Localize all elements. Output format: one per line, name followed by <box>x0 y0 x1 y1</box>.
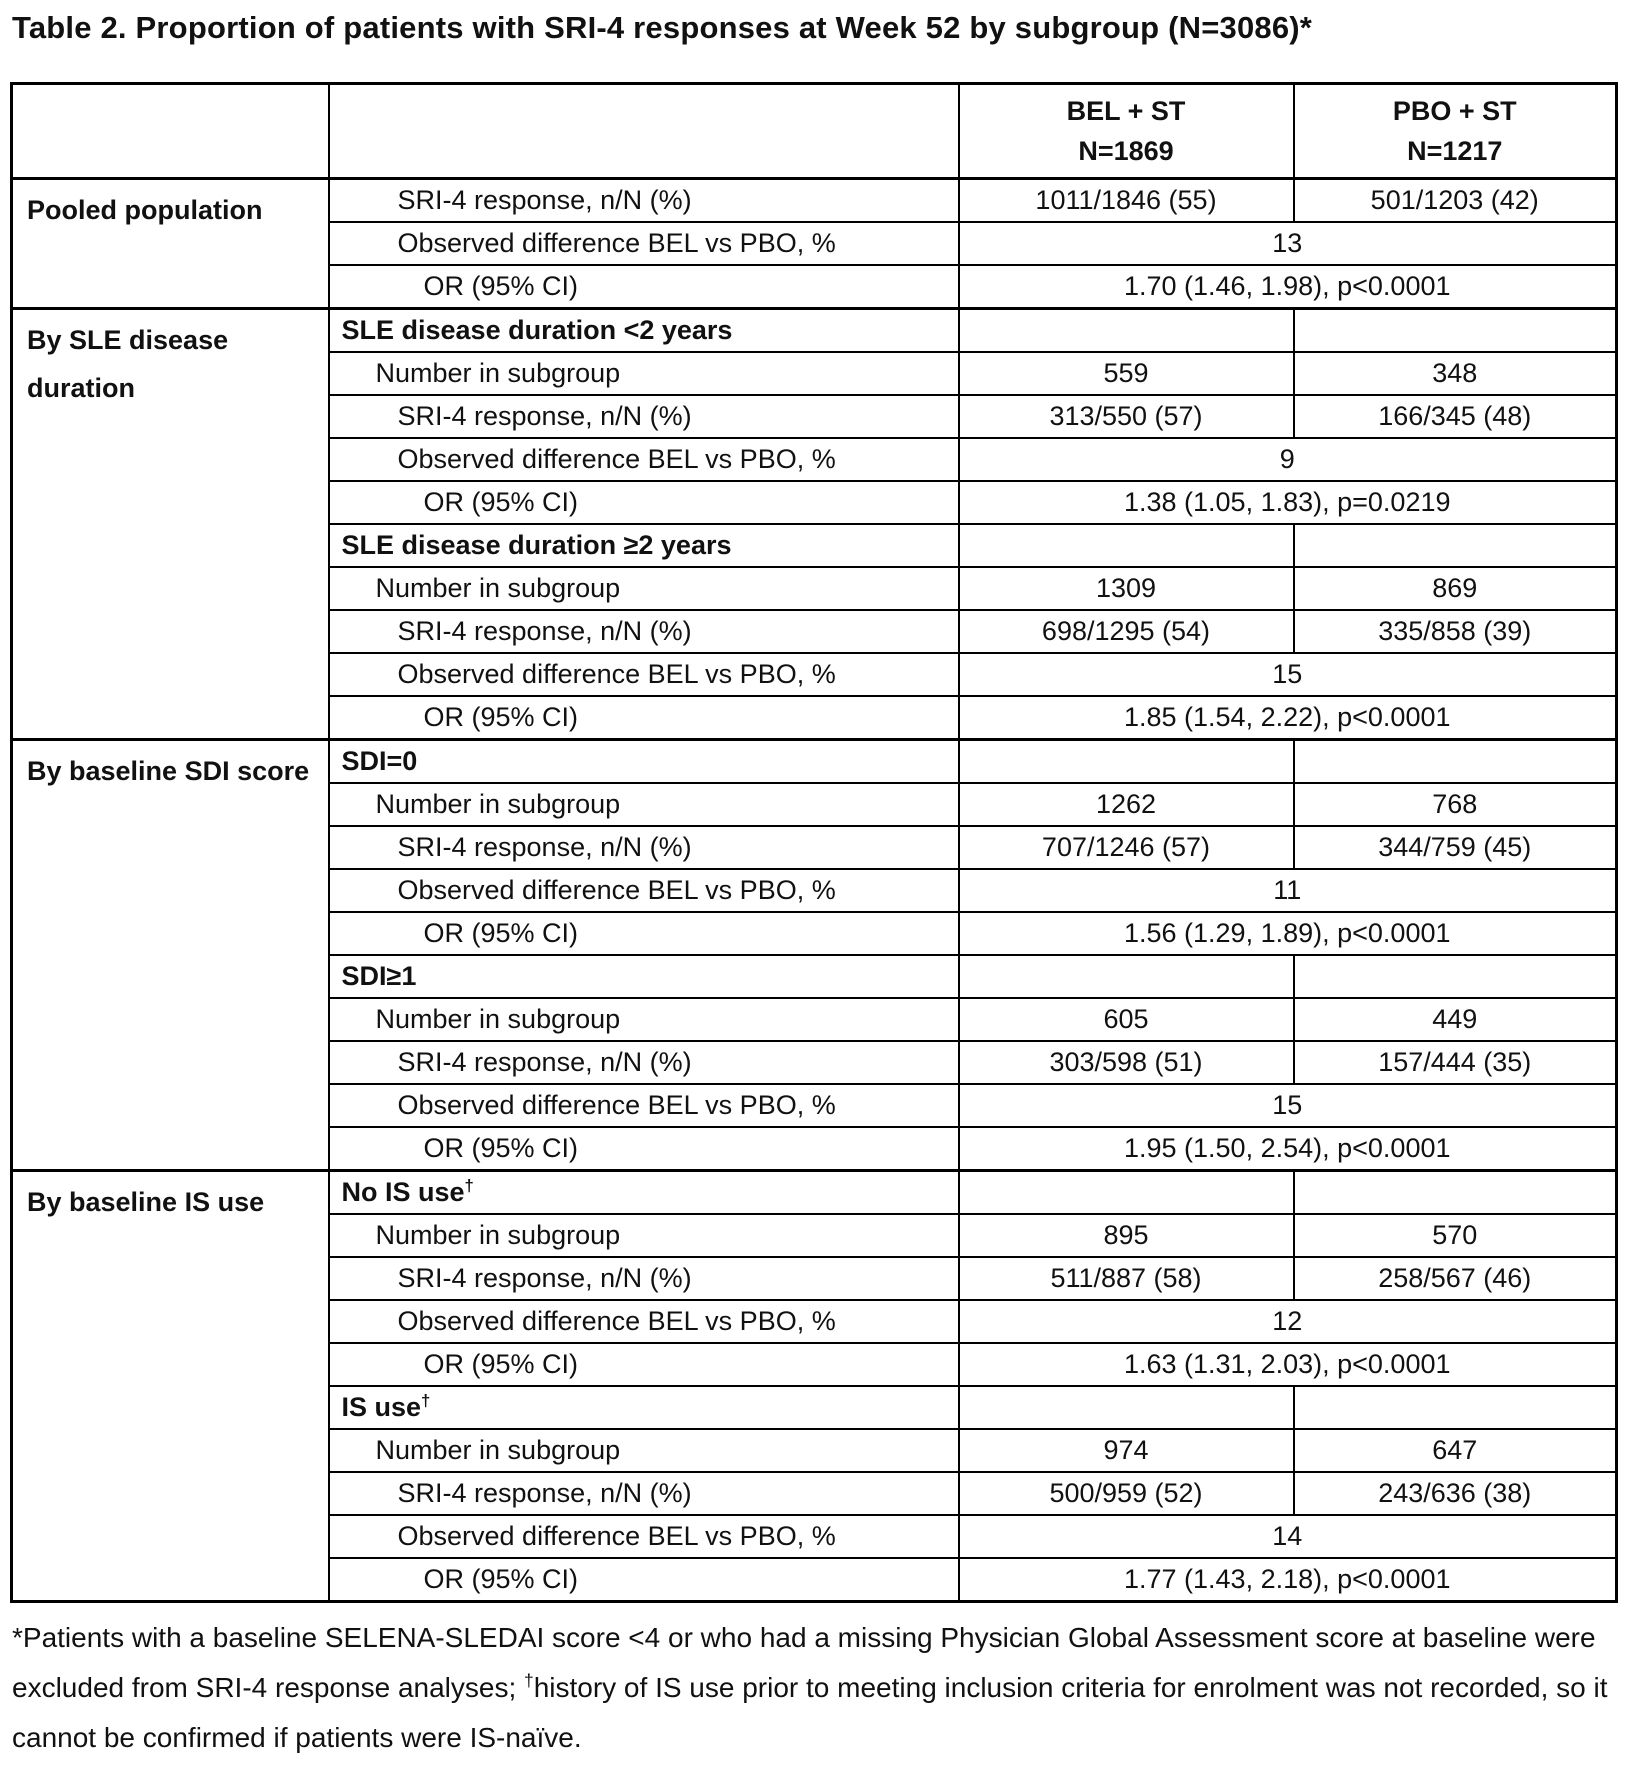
empty-cell <box>959 309 1294 353</box>
row-label: OR (95% CI) <box>329 912 959 955</box>
row-label: SRI-4 response, n/N (%) <box>329 610 959 653</box>
pbo-value: 869 <box>1294 567 1617 610</box>
group-label: Pooled population <box>12 179 329 309</box>
col-header-bel-n: N=1869 <box>1078 136 1174 166</box>
subgroup-header-text: SDI=0 <box>341 746 418 776</box>
row-label: Observed difference BEL vs PBO, % <box>329 438 959 481</box>
bel-value: 605 <box>959 998 1294 1041</box>
combined-value: 1.77 (1.43, 2.18), p<0.0001 <box>959 1558 1617 1602</box>
empty-cell <box>959 524 1294 567</box>
row-label: Observed difference BEL vs PBO, % <box>329 1084 959 1127</box>
pbo-value: 570 <box>1294 1214 1617 1257</box>
col-header-pbo <box>1294 84 1617 179</box>
group-label: By SLE disease duration <box>12 309 329 740</box>
row-label: Observed difference BEL vs PBO, % <box>329 653 959 696</box>
row-label: OR (95% CI) <box>329 696 959 740</box>
bel-value: 313/550 (57) <box>959 395 1294 438</box>
row-label: Number in subgroup <box>329 783 959 826</box>
combined-value: 1.63 (1.31, 2.03), p<0.0001 <box>959 1343 1617 1386</box>
bel-value: 707/1246 (57) <box>959 826 1294 869</box>
subgroup-header <box>329 309 959 353</box>
combined-value: 13 <box>959 222 1617 265</box>
pbo-value: 157/444 (35) <box>1294 1041 1617 1084</box>
row-label: Observed difference BEL vs PBO, % <box>329 869 959 912</box>
subgroup-header-text: SDI≥1 <box>341 961 417 991</box>
row-label: Observed difference BEL vs PBO, % <box>329 1300 959 1343</box>
bel-value: 1011/1846 (55) <box>959 179 1294 223</box>
pbo-value: 647 <box>1294 1429 1617 1472</box>
row-label: SRI-4 response, n/N (%) <box>329 1257 959 1300</box>
row-label: SRI-4 response, n/N (%) <box>329 179 959 223</box>
row-label: Number in subgroup <box>329 1214 959 1257</box>
dagger-superscript: † <box>421 1391 431 1410</box>
row-label: OR (95% CI) <box>329 1343 959 1386</box>
empty-cell <box>1294 740 1617 784</box>
group-label: By baseline SDI score <box>12 740 329 1171</box>
dagger-superscript: † <box>464 1176 474 1195</box>
empty-cell <box>959 1171 1294 1215</box>
section-sle-disease-duration <box>12 309 1617 740</box>
subgroup-header <box>329 955 959 998</box>
dagger-superscript: † <box>524 1670 534 1691</box>
row-label: SRI-4 response, n/N (%) <box>329 1041 959 1084</box>
pbo-value: 501/1203 (42) <box>1294 179 1617 223</box>
col-header-pbo-n: N=1217 <box>1407 136 1503 166</box>
group-label: By baseline IS use <box>12 1171 329 1602</box>
bel-value: 1262 <box>959 783 1294 826</box>
pbo-value: 258/567 (46) <box>1294 1257 1617 1300</box>
combined-value: 1.38 (1.05, 1.83), p=0.0219 <box>959 481 1617 524</box>
row-label: Number in subgroup <box>329 1429 959 1472</box>
empty-cell <box>1294 524 1617 567</box>
combined-value: 15 <box>959 653 1617 696</box>
subgroup-header-text: IS use <box>341 1392 422 1422</box>
row-label: Number in subgroup <box>329 998 959 1041</box>
section-baseline-sdi-score <box>12 740 1617 1171</box>
combined-value: 1.70 (1.46, 1.98), p<0.0001 <box>959 265 1617 309</box>
row-label: OR (95% CI) <box>329 1127 959 1171</box>
pbo-value: 768 <box>1294 783 1617 826</box>
pbo-value: 335/858 (39) <box>1294 610 1617 653</box>
combined-value: 9 <box>959 438 1617 481</box>
bel-value: 895 <box>959 1214 1294 1257</box>
row-label: SRI-4 response, n/N (%) <box>329 826 959 869</box>
combined-value: 15 <box>959 1084 1617 1127</box>
combined-value: 1.95 (1.50, 2.54), p<0.0001 <box>959 1127 1617 1171</box>
subgroup-header <box>329 1171 959 1215</box>
bel-value: 974 <box>959 1429 1294 1472</box>
footnote-asterisk-text: *Patients with a baseline SELENA-SLEDAI score <4 or who had a missing Physician Global Assessment score at baseline were excluded from SRI-4 response analyses; <box>12 1622 1596 1703</box>
bel-value: 511/887 (58) <box>959 1257 1294 1300</box>
empty-cell <box>1294 309 1617 353</box>
empty-cell <box>959 740 1294 784</box>
table-row <box>12 179 1617 223</box>
pbo-value: 344/759 (45) <box>1294 826 1617 869</box>
col-header-pbo-arm: PBO + ST <box>1392 96 1517 126</box>
row-label: Observed difference BEL vs PBO, % <box>329 222 959 265</box>
table-header <box>12 84 1617 179</box>
section-pooled-population <box>12 179 1617 309</box>
col-header-bel-arm: BEL + ST <box>1066 96 1186 126</box>
table-row <box>12 309 1617 353</box>
table-row <box>12 740 1617 784</box>
empty-header-cell <box>12 84 329 179</box>
row-label: Number in subgroup <box>329 567 959 610</box>
subgroup-header <box>329 740 959 784</box>
combined-value: 12 <box>959 1300 1617 1343</box>
row-label: SRI-4 response, n/N (%) <box>329 1472 959 1515</box>
empty-header-cell <box>329 84 959 179</box>
table-row <box>12 1171 1617 1215</box>
row-label: OR (95% CI) <box>329 265 959 309</box>
subgroup-header-text: No IS use <box>341 1177 465 1207</box>
bel-value: 303/598 (51) <box>959 1041 1294 1084</box>
pbo-value: 243/636 (38) <box>1294 1472 1617 1515</box>
row-label: SRI-4 response, n/N (%) <box>329 395 959 438</box>
bel-value: 500/959 (52) <box>959 1472 1294 1515</box>
header-row <box>12 84 1617 179</box>
empty-cell <box>1294 955 1617 998</box>
section-baseline-is-use <box>12 1171 1617 1602</box>
row-label: OR (95% CI) <box>329 1558 959 1602</box>
subgroup-header-text: SLE disease duration ≥2 years <box>341 530 732 560</box>
pbo-value: 166/345 (48) <box>1294 395 1617 438</box>
empty-cell <box>959 955 1294 998</box>
empty-cell <box>959 1386 1294 1429</box>
subgroup-header <box>329 524 959 567</box>
combined-value: 14 <box>959 1515 1617 1558</box>
empty-cell <box>1294 1171 1617 1215</box>
row-label: Number in subgroup <box>329 352 959 395</box>
combined-value: 1.85 (1.54, 2.22), p<0.0001 <box>959 696 1617 740</box>
footnote-dagger-text: history of IS use prior to meeting inclusion criteria for enrolment was not recorded, so it cannot be confirmed if patients were IS-naïve. <box>12 1672 1608 1753</box>
combined-value: 1.56 (1.29, 1.89), p<0.0001 <box>959 912 1617 955</box>
table-title: Table 2. Proportion of patients with SRI-4 responses at Week 52 by subgroup (N=3086)* <box>12 10 1313 45</box>
subgroup-header-text: SLE disease duration <2 years <box>341 315 733 345</box>
subgroup-header <box>329 1386 959 1429</box>
footnote <box>12 1613 1617 1763</box>
bel-value: 1309 <box>959 567 1294 610</box>
col-header-bel <box>959 84 1294 179</box>
bel-value: 559 <box>959 352 1294 395</box>
row-label: OR (95% CI) <box>329 481 959 524</box>
bel-value: 698/1295 (54) <box>959 610 1294 653</box>
pbo-value: 449 <box>1294 998 1617 1041</box>
empty-cell <box>1294 1386 1617 1429</box>
pbo-value: 348 <box>1294 352 1617 395</box>
combined-value: 11 <box>959 869 1617 912</box>
subgroup-results-table <box>10 82 1618 1603</box>
row-label: Observed difference BEL vs PBO, % <box>329 1515 959 1558</box>
